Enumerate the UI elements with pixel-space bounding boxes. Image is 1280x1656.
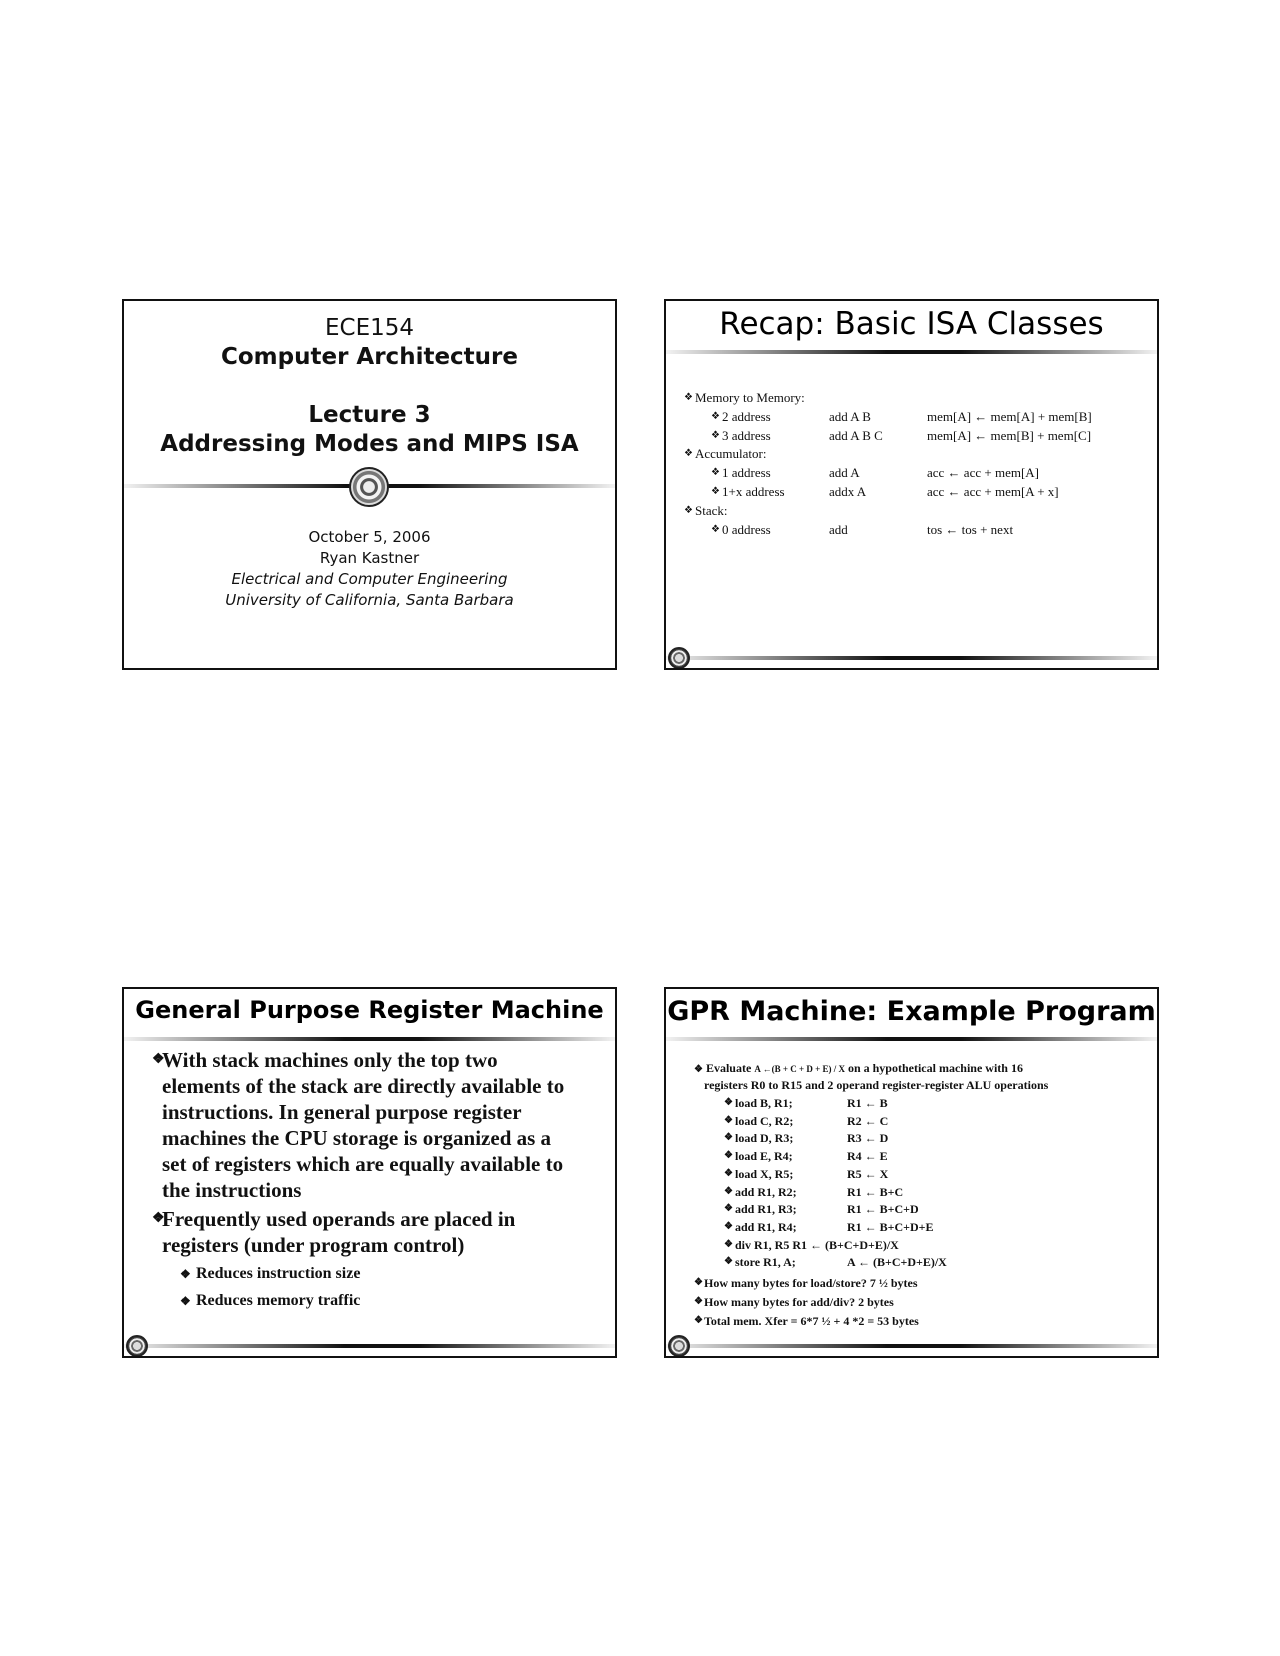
bullet-text: Reduces instruction size (196, 1265, 361, 1282)
university-seal-icon (349, 467, 389, 507)
bullet-text: Frequently used operands are placed in (162, 1207, 516, 1231)
isa-label: Accumulator: (695, 446, 767, 462)
isa-instruction: add A B (829, 408, 871, 424)
university-seal-icon (126, 1335, 148, 1357)
author-name: Ryan Kastner (319, 549, 420, 567)
step-effect: R1 ← B (847, 1096, 888, 1110)
step-effect: R1 ← B+C+D+E (847, 1219, 934, 1234)
bullet-text: instructions. In general purpose register (162, 1100, 522, 1124)
byte-notes (694, 1274, 1144, 1334)
step-instruction: add R1, R3; (735, 1202, 797, 1217)
slide-gpr-machine (122, 987, 617, 1358)
isa-effect: acc ← acc + mem[A + x] (927, 484, 1059, 499)
intro-suffix: on a hypothetical machine with 16 (844, 1061, 1023, 1075)
bullet-icon: ❖ (694, 1296, 703, 1307)
isa-label: Memory to Memory: (695, 390, 805, 405)
note-line (694, 1293, 1144, 1311)
slide-title: Recap: Basic ISA Classes (719, 306, 1104, 342)
step-instruction: load X, R5; (735, 1166, 794, 1181)
bullet-icon: ❖ (724, 1203, 733, 1215)
slide-gpr-example (664, 987, 1159, 1358)
step-instruction: add R1, R2; (735, 1184, 797, 1199)
intro-expression: A ←(B + C + D + E) / X (754, 1064, 845, 1074)
slide-body (152, 1047, 607, 1317)
bullet-icon: ❖ (724, 1132, 733, 1144)
bullet-text: machines the CPU storage is organized as a (162, 1126, 552, 1150)
footer-rule (666, 656, 1157, 660)
bullet-icon: ❖ (180, 1267, 191, 1281)
isa-instruction: addx A (829, 484, 867, 499)
isa-row (684, 502, 1144, 520)
isa-label: Stack: (695, 502, 728, 518)
bullet-icon: ❖ (724, 1150, 733, 1162)
bullet-text: elements of the stack are directly available to (162, 1074, 565, 1098)
course-code: ECE154 (324, 315, 415, 341)
bullet-icon: ❖ (694, 1277, 703, 1288)
step-instruction: load D, R3; (735, 1131, 794, 1146)
isa-instruction: add (829, 521, 848, 537)
bullet-icon: ❖ (724, 1220, 733, 1232)
isa-row (684, 445, 1144, 463)
program-step (724, 1129, 1144, 1147)
bullet-icon: ❖ (152, 1052, 165, 1067)
isa-row (684, 464, 1144, 482)
bullet-icon: ❖ (724, 1167, 733, 1179)
program-step (724, 1147, 1144, 1165)
step-instruction: add R1, R4; (735, 1219, 797, 1234)
bullet-icon: ❖ (684, 448, 693, 460)
step-effect: R5 ← X (847, 1166, 889, 1181)
footer-rule (666, 1344, 1157, 1348)
bullet-text: set of registers which are equally available to (162, 1152, 564, 1176)
program-steps (724, 1094, 1144, 1274)
bullet-icon: ❖ (180, 1294, 191, 1308)
bullet-text: With stack machines only the top two (162, 1048, 498, 1072)
note-text: How many bytes for add/div? 2 bytes (704, 1295, 894, 1309)
program-step (724, 1183, 1144, 1201)
isa-instruction: add A (829, 465, 860, 481)
step-effect: R2 ← C (847, 1113, 889, 1128)
bullet-icon: ❖ (711, 486, 720, 497)
note-text: How many bytes for load/store? 7 ½ bytes (704, 1276, 918, 1290)
bullet-icon: ❖ (724, 1114, 733, 1126)
step-instruction: load B, R1; (735, 1096, 793, 1110)
bullet-icon: ❖ (724, 1097, 733, 1108)
isa-table (684, 389, 1144, 539)
program-step (724, 1236, 1144, 1254)
isa-row (684, 427, 1144, 445)
isa-effect: mem[A] ← mem[A] + mem[B] (927, 408, 1092, 424)
bullet-icon: ❖ (711, 410, 720, 422)
isa-instruction: add A B C (829, 427, 883, 443)
title-underline (666, 1037, 1157, 1041)
note-text: Total mem. Xfer = 6*7 ½ + 4 *2 = 53 bytes (704, 1314, 919, 1328)
program-step (724, 1253, 1144, 1271)
step-instruction: store R1, A; (735, 1255, 796, 1270)
isa-label: 2 address (722, 408, 771, 424)
isa-label: 1 address (722, 465, 771, 481)
intro-prefix: Evaluate (705, 1061, 755, 1075)
bullet-icon: ❖ (711, 523, 720, 535)
isa-effect: acc ← acc + mem[A] (927, 465, 1039, 481)
slide-title: General Purpose Register Machine (135, 996, 604, 1024)
step-effect: A ← (B+C+D+E)/X (847, 1255, 947, 1270)
bullet-icon: ❖ (711, 467, 720, 479)
slide-title: GPR Machine: Example Program (667, 996, 1156, 1027)
step-effect: R3 ← D (847, 1131, 889, 1146)
bullet-icon: ❖ (684, 504, 693, 516)
slide-title (122, 299, 617, 670)
program-step (724, 1165, 1144, 1183)
step-instruction: load C, R2; (735, 1113, 794, 1128)
program-step (724, 1218, 1144, 1236)
program-step (724, 1094, 1144, 1112)
university-seal-icon (668, 647, 690, 669)
step-effect: R1 ← B+C+D (847, 1202, 919, 1217)
step-instruction: div R1, R5 R1 ← (B+C+D+E)/X (735, 1237, 899, 1252)
footer-rule (124, 1344, 615, 1348)
intro-line-2-text: registers R0 to R15 and 2 operand register-register ALU operations (704, 1078, 1049, 1092)
note-line (694, 1312, 1144, 1330)
bullet-icon: ❖ (694, 1064, 703, 1075)
step-effect: R1 ← B+C (847, 1184, 904, 1199)
university: University of California, Santa Barbara (225, 591, 514, 609)
bullet-text: Reduces memory traffic (196, 1292, 361, 1309)
isa-label: 3 address (722, 427, 771, 443)
bullet-text: the instructions (162, 1178, 302, 1202)
isa-row (684, 521, 1144, 539)
isa-row (684, 408, 1144, 426)
bullet-text: registers (under program control) (162, 1233, 465, 1257)
isa-row (684, 389, 1144, 407)
lecture-date: October 5, 2006 (308, 528, 431, 546)
bullet-icon: ❖ (724, 1185, 733, 1197)
step-effect: R4 ← E (847, 1149, 888, 1164)
course-name: Computer Architecture (220, 344, 518, 370)
bullet-icon: ❖ (711, 429, 720, 441)
bullet-icon: ❖ (724, 1256, 733, 1268)
program-step (724, 1112, 1144, 1130)
lecture-number: Lecture 3 (308, 402, 431, 428)
isa-effect: mem[A] ← mem[B] + mem[C] (927, 427, 1092, 443)
department: Electrical and Computer Engineering (231, 570, 508, 588)
bullet-icon: ❖ (684, 392, 693, 403)
step-instruction: load E, R4; (735, 1149, 793, 1164)
bullet-icon: ❖ (152, 1211, 165, 1226)
lecture-topic: Addressing Modes and MIPS ISA (160, 431, 579, 457)
isa-label: 0 address (722, 521, 771, 537)
bullet-icon: ❖ (724, 1238, 733, 1250)
university-seal-icon (668, 1335, 690, 1357)
bullet-icon: ❖ (694, 1315, 703, 1326)
slide-isa-classes (664, 299, 1159, 670)
note-line (694, 1274, 1144, 1292)
isa-effect: tos ← tos + next (927, 521, 1014, 537)
isa-row (684, 483, 1144, 501)
isa-label: 1+x address (722, 484, 785, 499)
title-underline (666, 350, 1157, 354)
title-underline (124, 1037, 615, 1041)
program-step (724, 1200, 1144, 1218)
